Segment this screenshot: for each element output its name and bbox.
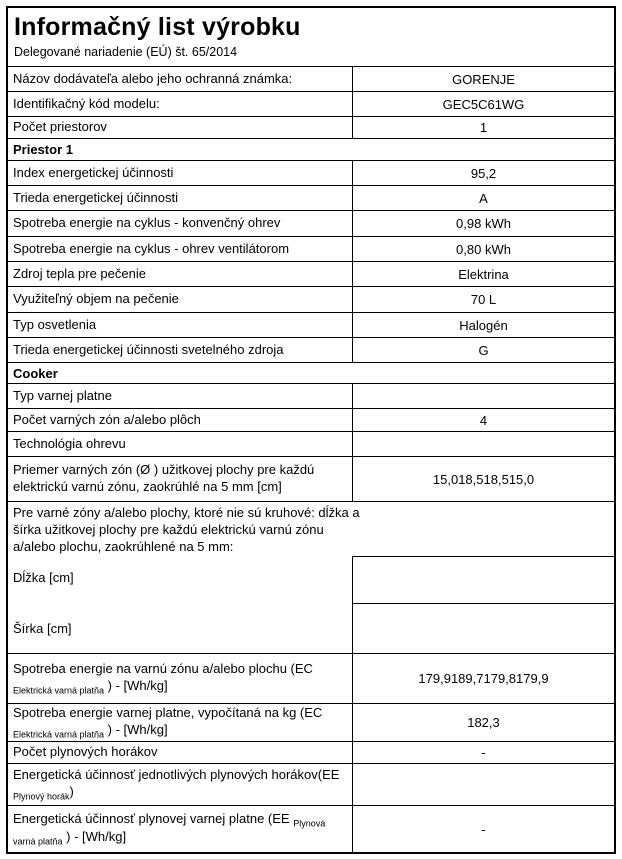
product-fiche-table (6, 6, 616, 854)
header-block (8, 8, 614, 67)
label-post: ) - [Wh/kg] (104, 678, 168, 694)
diameter-value-3: 18,5 (483, 471, 509, 487)
row-label-text: Priemer varných zón (Ø ) užitkovej plochy pre každú elektrickú varnú zónu, zaokrúhlé na 5 mm [cm] (13, 462, 315, 494)
row-label-text (13, 811, 346, 846)
label-subscript: Plynová varná platňa (13, 819, 326, 847)
label-pre: Energetická účinnosť plynovej varnej platne (EE (13, 811, 294, 827)
row-label-text: Spotreba energie na cyklus - konvenčný ohrev (13, 215, 281, 231)
section-priestor-1 (8, 139, 614, 161)
row-label-text (13, 767, 346, 801)
diameter-value-4: 15,0 (508, 471, 535, 487)
ec-zone-value-2: 189,7 (450, 671, 484, 686)
row-heat-source (8, 262, 614, 287)
row-label (8, 92, 353, 116)
label-post: ) - [Wh/kg] (62, 829, 127, 844)
row-label-text: Typ osvetlenia (13, 316, 97, 332)
row-ec-zone (8, 654, 614, 704)
row-label (8, 806, 353, 852)
label-subscript: Plynový horák (13, 791, 70, 802)
row-value: GORENJE (452, 71, 515, 87)
row-label (8, 211, 353, 236)
row-value: G (478, 342, 489, 358)
row-value: - (481, 821, 486, 837)
diameter-value-1: 15,0 (432, 471, 459, 487)
row-label (8, 764, 353, 805)
row-label (8, 161, 353, 185)
row-label (8, 457, 353, 501)
row-value: 1 (479, 120, 488, 135)
row-label-text: Využiteľný objem na pečenie (13, 291, 179, 307)
row-label (8, 186, 353, 210)
page-subtitle: Delegované nariadenie (EÚ) št. 65/2014 (14, 44, 238, 59)
row-ee-gas-hob (8, 806, 614, 852)
row-label-text: Trieda energetickej účinnosti svetelného zdroja (13, 341, 284, 357)
row-value: - (481, 745, 486, 760)
row-gas-burners (8, 742, 614, 764)
row-energy-class (8, 186, 614, 211)
row-energy-fan (8, 237, 614, 262)
row-label-text: Počet plynových horákov (13, 744, 158, 760)
row-value: 182,3 (467, 715, 500, 730)
row-value (353, 764, 614, 805)
width-value-cell (352, 603, 614, 653)
row-label (8, 67, 353, 91)
row-label (8, 287, 353, 312)
row-label-text: Index energetickej účinnosti (13, 164, 174, 180)
row-supplier (8, 67, 614, 92)
ec-zone-value-1: 179,9 (418, 671, 451, 686)
ec-zone-value-4: 179,9 (516, 671, 549, 686)
row-label (8, 704, 353, 741)
row-cavities (8, 117, 614, 139)
row-label-text: Počet priestorov (13, 119, 107, 135)
row-value: 95,2 (470, 165, 497, 181)
row-value: GEC5C61WG (442, 96, 525, 112)
label-subscript: Elektrická varná platňa (13, 729, 105, 740)
row-value: 4 (479, 412, 488, 428)
row-label (8, 117, 353, 138)
label-pre: Spotreba energie varnej platne, vypočítaná na kg (EC (13, 705, 323, 721)
row-value-grid (353, 457, 614, 501)
row-value (353, 432, 614, 456)
section-title: Priestor 1 (13, 142, 73, 157)
row-value: A (479, 190, 488, 206)
row-lighting-type (8, 313, 614, 338)
row-value (353, 384, 614, 408)
row-value-grid (353, 654, 614, 703)
row-value: Elektrina (458, 266, 509, 282)
row-label (8, 384, 353, 408)
row-hob-type (8, 384, 614, 409)
label-subscript: Elektrická varná platňa (13, 685, 105, 696)
row-ec-hob (8, 704, 614, 742)
row-label-text: Typ varnej platne (13, 387, 113, 403)
page-title: Informačný list výrobku (14, 13, 301, 41)
row-ee-burner (8, 764, 614, 806)
row-label-text (13, 661, 346, 695)
row-label-text: Spotreba energie na cyklus - ohrev ventilátorom (13, 240, 290, 256)
row-value: Halogén (459, 317, 508, 333)
row-zones-count (8, 409, 614, 432)
section-cooker (8, 363, 614, 384)
row-label-text: Technológia ohrevu (13, 435, 126, 451)
row-label (8, 654, 353, 703)
row-label (8, 742, 353, 763)
row-label (8, 409, 353, 431)
row-label (8, 432, 353, 456)
row-model (8, 92, 614, 117)
section-title: Cooker (13, 365, 58, 381)
row-zone-diameter (8, 457, 614, 502)
row-label (8, 313, 353, 337)
row-value: 0,80 kWh (456, 241, 511, 257)
label-post: ) - [Wh/kg] (104, 722, 168, 738)
row-eei (8, 161, 614, 186)
row-heating-tech (8, 432, 614, 457)
ec-zone-value-3: 179,8 (483, 671, 517, 686)
row-label (8, 237, 353, 261)
width-label: Šírka [cm] (13, 621, 72, 636)
row-label (8, 338, 353, 362)
length-value-cell (352, 556, 614, 603)
label-pre: Energetická účinnosť jednotlivých plynových horákov(EE (13, 767, 340, 783)
label-pre: Spotreba energie na varnú zónu a/alebo plochu (EC (13, 661, 313, 677)
row-label-text: Identifikačný kód modelu: (13, 95, 160, 111)
row-label-text: Zdroj tepla pre pečenie (13, 265, 146, 281)
diameter-value-2: 18,5 (458, 471, 484, 487)
row-light-class (8, 338, 614, 363)
row-usable-volume (8, 287, 614, 313)
row-label-text (13, 705, 346, 739)
row-label-text: Názov dodávateľa alebo jeho ochranná známka: (13, 70, 293, 86)
row-label (8, 262, 353, 286)
label-post: ) (69, 784, 74, 800)
row-energy-conventional (8, 211, 614, 237)
noncircular-zones-block (8, 502, 614, 654)
row-label-text: Trieda energetickej účinnosti (13, 189, 178, 205)
noncircular-intro-text: Pre varné zóny a/alebo plochy, ktoré nie sú kruhové: dĺžka a šírka užitkovej plochy pre každú elektrickú varnú zónu a/alebo plochu, zaokrúhlené na 5 mm: (13, 505, 360, 554)
row-value: 70 L (470, 292, 497, 307)
row-label-text: Počet varných zón a/alebo plôch (13, 411, 201, 427)
row-value: 0,98 kWh (456, 216, 511, 231)
length-label: Dĺžka [cm] (13, 570, 74, 585)
